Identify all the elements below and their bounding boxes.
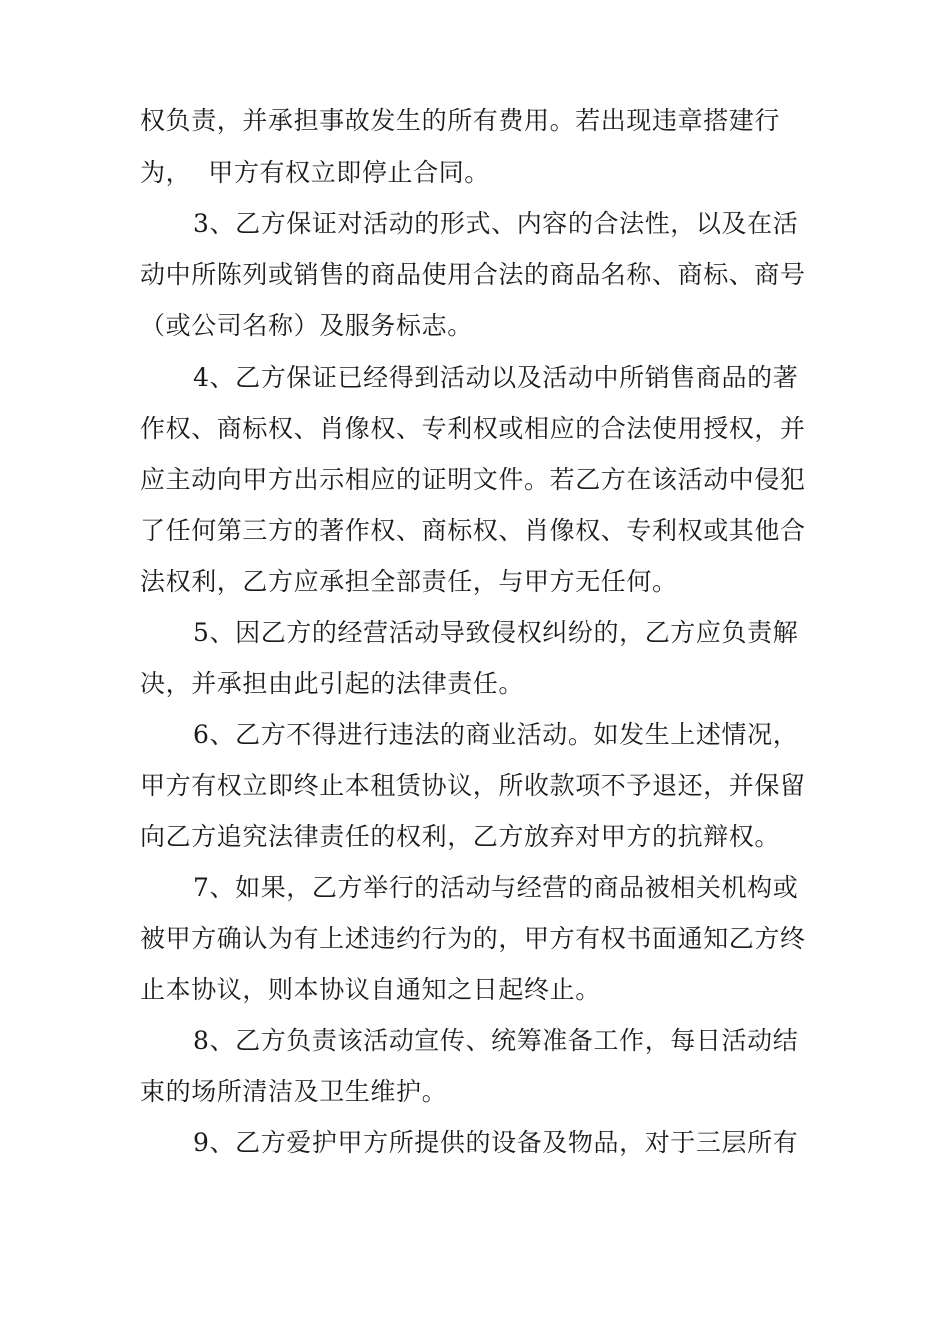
paragraph-5-start: 5、因乙方的经营活动导致侵权纠纷的，乙方应负责解	[193, 618, 799, 647]
text-line: 了任何第三方的著作权、商标权、肖像权、专利权或其他合	[140, 516, 806, 545]
paragraph-7-start: 7、如果，乙方举行的活动与经营的商品被相关机构或	[193, 873, 799, 902]
text-line: 甲方有权立即终止本租赁协议，所收款项不予退还，并保留	[140, 771, 806, 800]
text-line: 权负责，并承担事故发生的所有费用。若出现违章搭建行	[140, 106, 781, 135]
paragraph-8-start: 8、乙方负责该活动宣传、统筹准备工作，每日活动结	[193, 1026, 799, 1055]
text-line: 为， 甲方有权立即停止合同。	[140, 158, 490, 187]
text-line: 止本协议，则本协议自通知之日起终止。	[140, 975, 601, 1004]
text-line: （或公司名称）及服务标志。	[140, 311, 473, 340]
text-line: 束的场所清洁及卫生维护。	[140, 1077, 448, 1106]
text-line: 应主动向甲方出示相应的证明文件。若乙方在该活动中侵犯	[140, 465, 806, 494]
paragraph-4-start: 4、乙方保证已经得到活动以及活动中所销售商品的著	[193, 363, 799, 392]
paragraph-6-start: 6、乙方不得进行违法的商业活动。如发生上述情况，	[193, 720, 799, 749]
paragraph-9-start: 9、乙方爱护甲方所提供的设备及物品，对于三层所有	[193, 1128, 799, 1157]
text-line: 动中所陈列或销售的商品使用合法的商品名称、商标、商号	[140, 260, 806, 289]
text-line: 法权利，乙方应承担全部责任，与甲方无任何。	[140, 567, 678, 596]
paragraph-3-start: 3、乙方保证对活动的形式、内容的合法性，以及在活	[193, 209, 799, 238]
text-line: 向乙方追究法律责任的权利，乙方放弃对甲方的抗辩权。	[140, 822, 781, 851]
text-line: 决，并承担由此引起的法律责任。	[140, 669, 525, 698]
text-line: 被甲方确认为有上述违约行为的，甲方有权书面通知乙方终	[140, 924, 806, 953]
text-line: 作权、商标权、肖像权、专利权或相应的合法使用授权，并	[140, 414, 806, 443]
